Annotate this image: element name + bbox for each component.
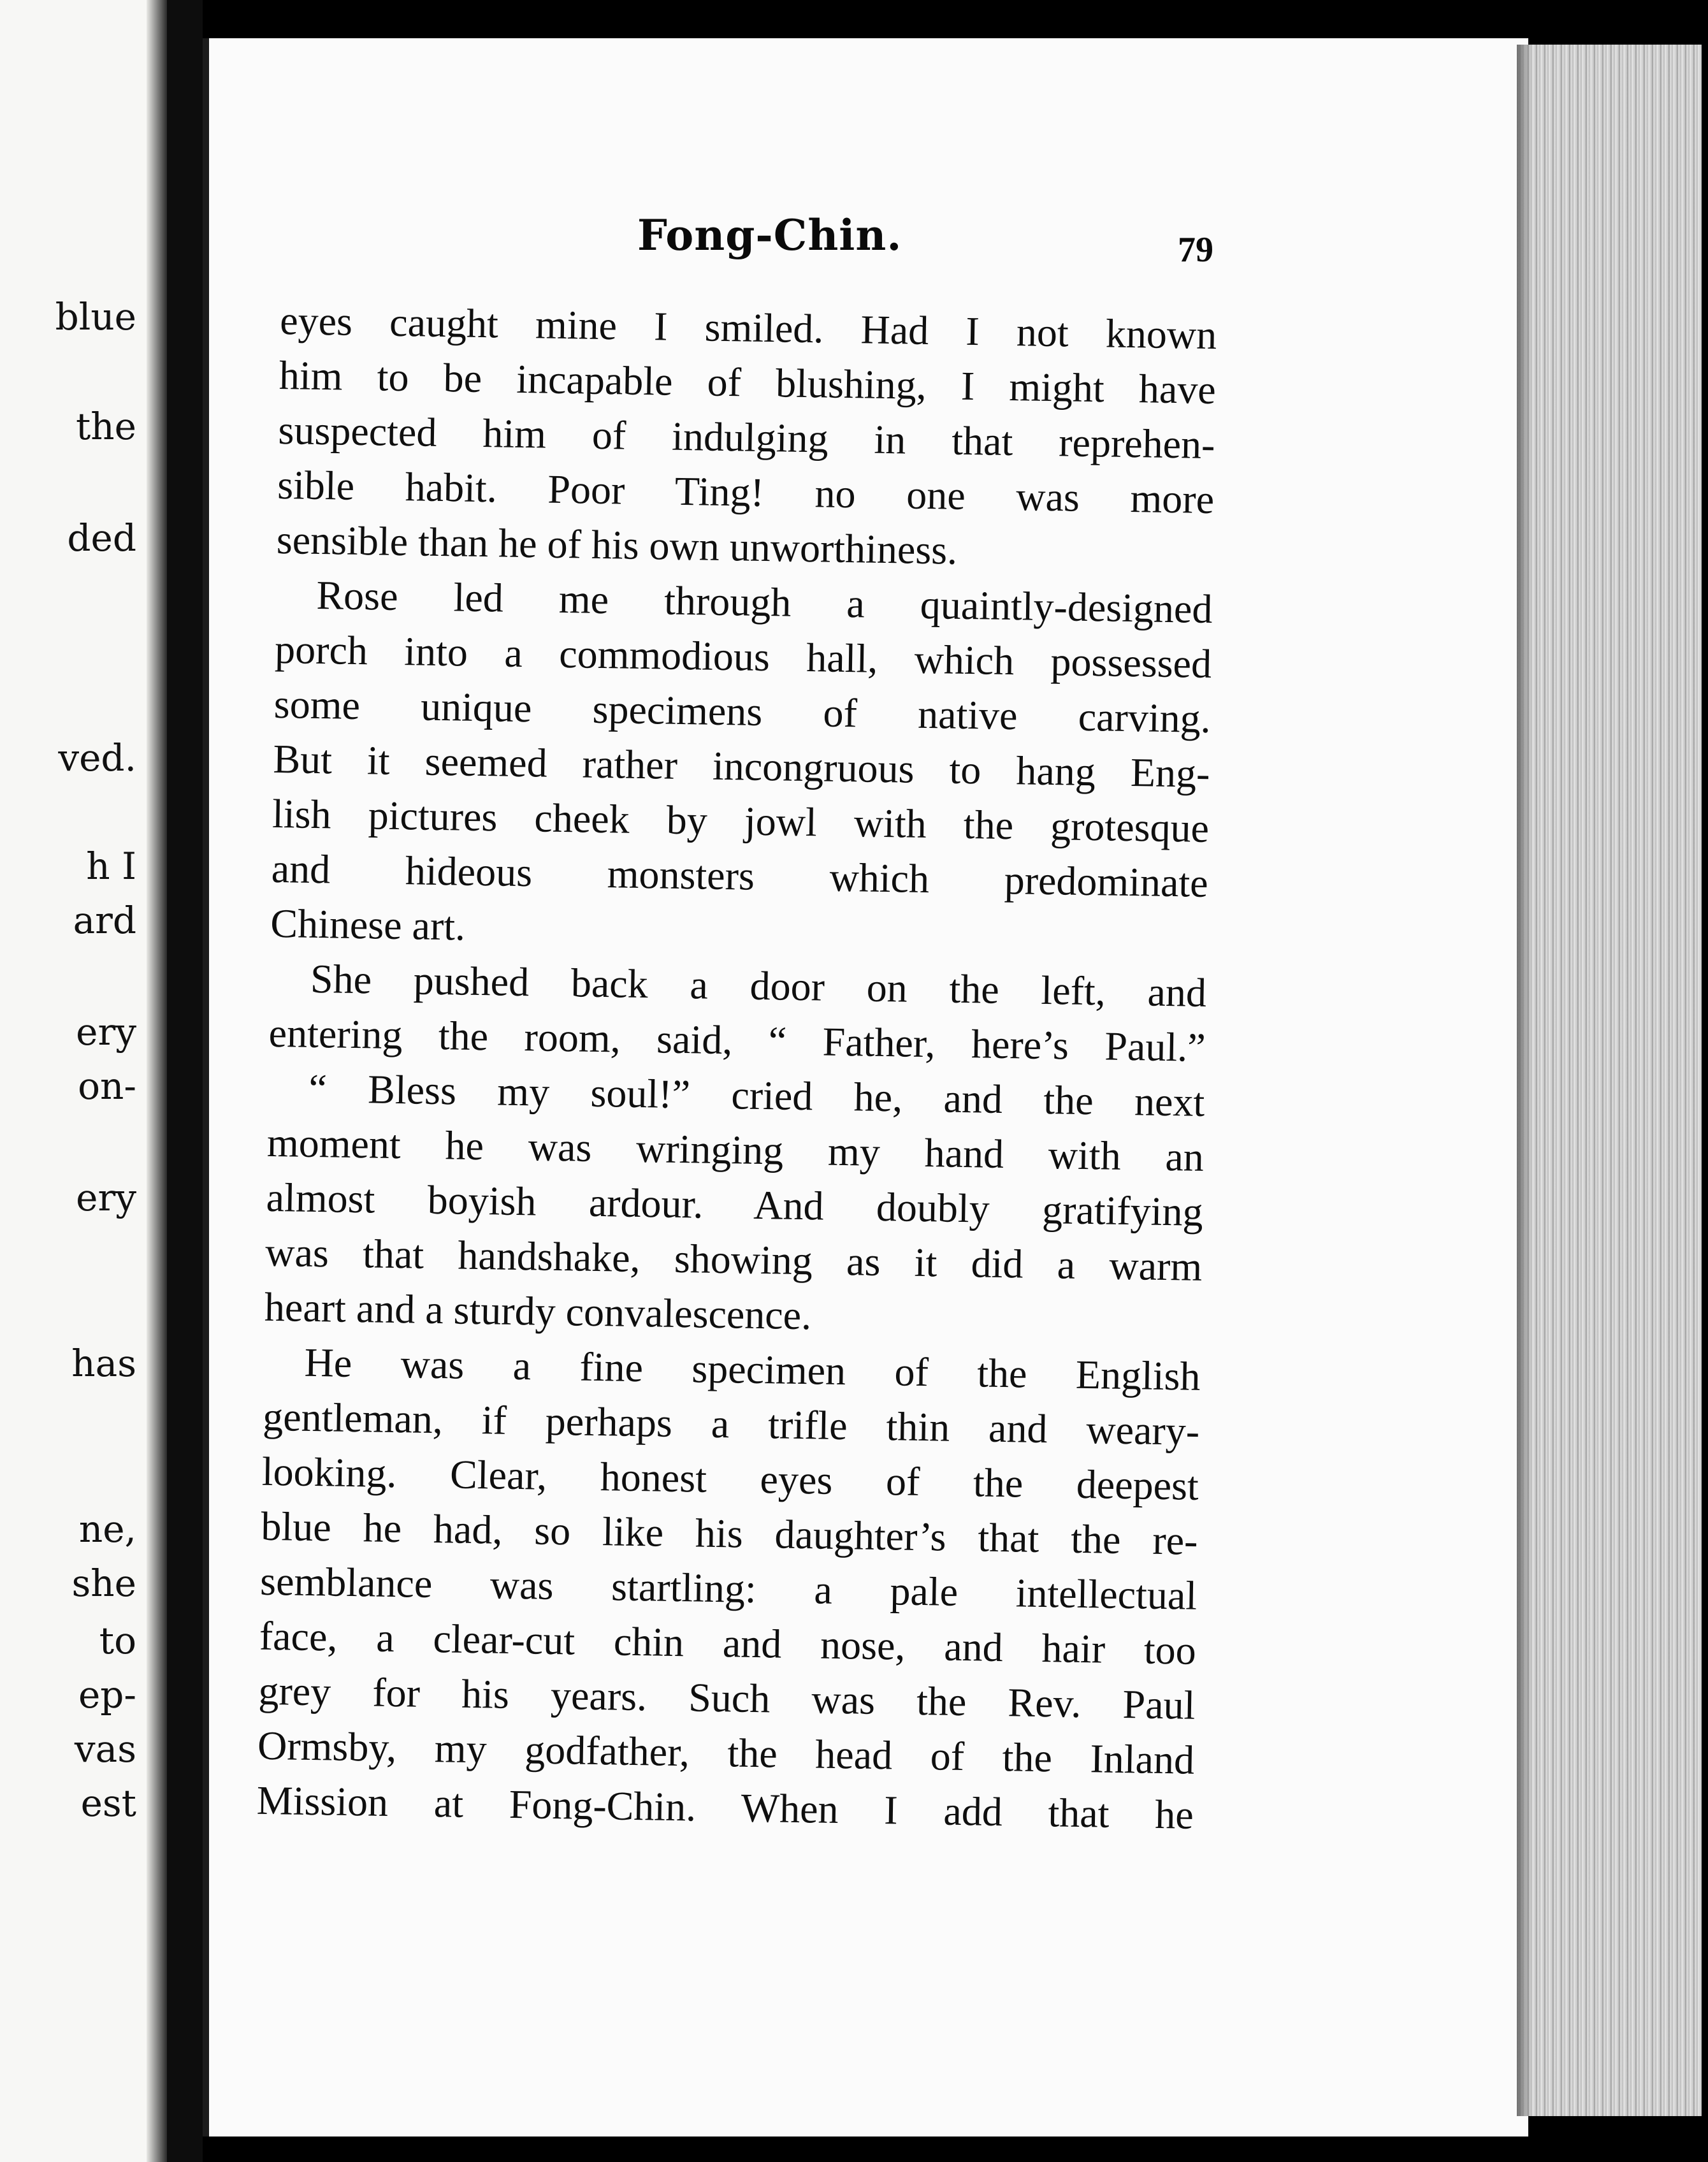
left-page-fragment: blue — [55, 295, 136, 338]
left-page-gutter — [147, 0, 167, 2162]
text-line: gentleman, if perhaps a trifle thin and weary- — [262, 1393, 1200, 1454]
left-page-fragment: to — [99, 1619, 136, 1662]
text-line: moment he was wringing my hand with an — [266, 1119, 1205, 1180]
text-line: porch into a commodious hall, which possessed — [274, 626, 1212, 687]
left-page-fragment: she — [71, 1562, 136, 1605]
text-line: looking. Clear, honest eyes of the deepest — [261, 1448, 1199, 1509]
text-line: Ormsby, my godfather, the head of the Inland — [257, 1722, 1195, 1783]
text-line: and hideous monsters which predominate — [271, 845, 1209, 906]
text-line: Rose led me through a quaintly-designed — [316, 572, 1213, 632]
left-page-fragment: vas — [74, 1727, 136, 1771]
text-line: entering the room, said, “ Father, here’s Paul.” — [268, 1010, 1206, 1070]
text-line: some unique specimens of native carving. — [273, 681, 1212, 742]
text-line: almost boyish ardour. And doubly gratifying — [266, 1174, 1204, 1235]
text-line: sible habit. Poor Ting! no one was more — [277, 461, 1215, 523]
left-page-fragment: the — [76, 405, 136, 448]
text-line: was that handshake, showing as it did a warm — [264, 1229, 1203, 1289]
page-number: 79 — [1178, 230, 1213, 270]
left-page-fragment: ne, — [78, 1507, 136, 1551]
book-spine — [167, 0, 203, 2162]
text-line: She pushed back a door on the left, and — [310, 955, 1207, 1015]
text-line: heart and a sturdy convalescence. — [264, 1284, 812, 1339]
running-head: Fong-Chin. — [637, 210, 902, 260]
text-line: grey for his years. Such was the Rev. Paul — [258, 1667, 1196, 1728]
left-page-fragment: ep- — [78, 1673, 136, 1716]
text-line: Mission at Fong-Chin. When I add that he — [256, 1777, 1194, 1838]
text-line: But it seemed rather incongruous to hang Eng- — [272, 736, 1210, 796]
text-line: face, a clear-cut chin and nose, and hair too — [259, 1613, 1197, 1673]
text-line: him to be incapable of blushing, I might have — [279, 352, 1217, 413]
text-line: “ Bless my soul!” cried he, and the next — [308, 1065, 1205, 1125]
left-page-fragment: ved. — [58, 736, 136, 780]
text-line: eyes caught mine I smiled. Had I not known — [279, 297, 1217, 358]
text-line: Chinese art. — [270, 900, 466, 949]
text-line: semblance was startling: a pale intellectual — [259, 1558, 1198, 1618]
left-page-fragment: on- — [78, 1064, 136, 1108]
text-line: lish pictures cheek by jowl with the grotesque — [271, 790, 1210, 851]
left-page-fragment: h I — [86, 845, 136, 888]
left-page-fragment: ded — [67, 516, 136, 560]
left-page-fragment: ery — [76, 1010, 136, 1054]
left-page-fragment: has — [71, 1342, 136, 1385]
text-line: sensible than he of his own unworthiness. — [276, 516, 958, 573]
text-line: He was a fine specimen of the English — [304, 1339, 1201, 1399]
body-text — [256, 293, 1217, 1843]
left-page-fragment: ard — [73, 899, 136, 942]
left-page — [0, 0, 167, 2162]
text-line: suspected him of indulging in that reprehen- — [278, 407, 1216, 468]
left-page-fragment: est — [80, 1781, 136, 1825]
left-page-fragment: ery — [76, 1176, 136, 1219]
text-line: blue he had, so like his daughter’s that the re- — [261, 1503, 1198, 1563]
page-edges — [1517, 45, 1708, 2116]
